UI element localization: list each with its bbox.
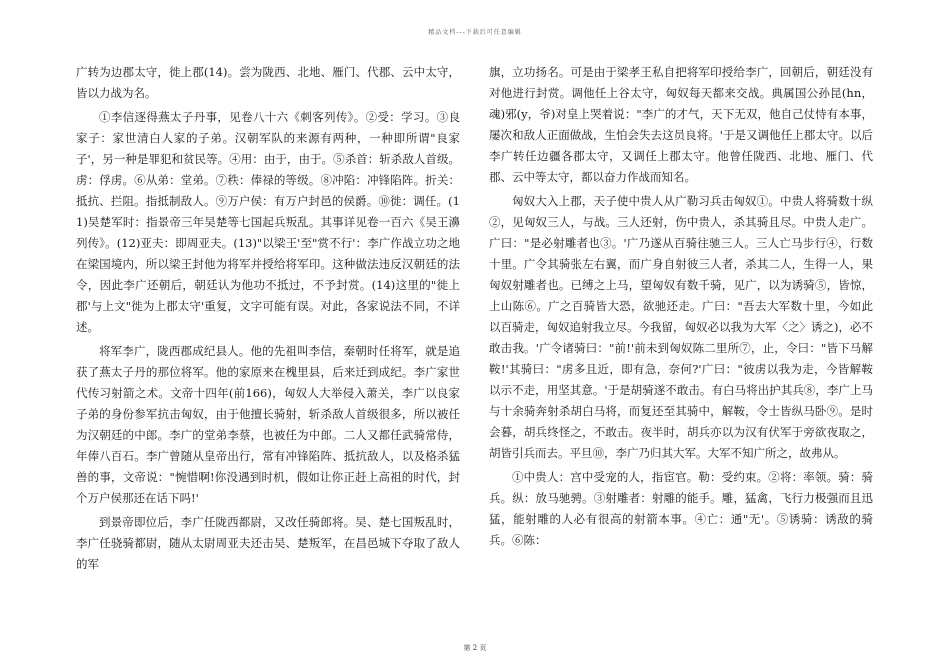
right-column [489, 62, 873, 642]
left-paragraph-2-notes: ①李信逐得燕太子丹事，见卷八十六《刺客列传》。②受：学习。③良家子：家世清白人家的子弟。汉朝军队的来源有两种，一种即所谓"良家子'，另一种是罪犯和贫民等。④用：由于，由于。⑤杀首：斩杀敌人首级。虏：俘虏。⑥从弟：堂弟。⑦秩：俸禄的等级。⑧冲陷：冲锋陷阵。折关：抵抗、拦阻。指抵制敌人。⑨万户侯：有万户封邑的侯爵。⑩徙：调任。(11)吴楚军时：指景帝三年吴楚等七国起兵叛乱。其事详见卷一百六《吴王濞列传》。(12)亚夫：即周亚夫。(13)"以梁王'至"赏不行'：李广作战立功之地在梁国境内，所以梁王封他为将军并授给将军印。这种做法违反汉朝廷的法令，因此李广还朝后，朝廷认为他功不抵过，不予封赏。(14)这里的"徙上郡'与上文"徙为上郡太守'重复，文字可能有误。对此，各家说法不同，不详述。 [76, 110, 460, 334]
right-paragraph-1: 旗，立功扬名。可是由于梁孝王私自把将军印授给李广，回朝后，朝廷没有对他进行封赏。调他任上谷太守，匈奴每天都来交战。典属国公孙昆(hn，魂)邪(y，爷)对皇上哭着说："李广的才气，天下无双，他自己仗恃有本事，屡次和敌人正面做战，生怕会失去这员良将。'于是又调他任上郡太守。以后李广转任边疆各郡太守，又调任上郡太守。他曾任陇西、北地、雁门、代郡、云中等太守，都以奋力作战而知名。 [489, 65, 873, 184]
page-footer: 第 2 页 [463, 644, 487, 652]
page-header: 精品文档---下载后可任意编辑 [428, 29, 522, 36]
left-paragraph-1: 广转为边郡太守，徙上郡(14)。尝为陇西、北地、雁门、代郡、云中太守，皆以力战为名。 [76, 65, 460, 100]
left-paragraph-4: 到景帝即位后，李广任陇西都尉，又改任骑郎将。吴、楚七国叛乱时，李广任骁骑都尉，随从太尉周亚夫还击吴、楚叛军，在昌邑城下夺取了敌人的军 [76, 515, 460, 571]
left-column [76, 62, 460, 642]
left-paragraph-3: 将军李广，陇西郡成纪县人。他的先祖叫李信，秦朝时任将军，就是追获了燕太子丹的那位将军。他的家原来在槐里县，后来迁到成纪。李广家世代传习射箭之术。文帝十四年(前166)，匈奴人大举侵入萧关，李广以良家子弟的身份参军抗击匈奴，由于他擅长骑射，斩杀敌人首级很多，所以被任为汉朝廷的中郎。李广的堂弟李蔡，也被任为中郎。二人又都任武骑常侍，年俸八百石。李广曾随从皇帝出行，常有冲锋陷阵、抵抗敌人，以及格杀猛兽的事，文帝说："惋惜啊!你没遇到时机，假如让你正赶上高祖的时代，封个万户侯那还在话下吗!' [76, 344, 460, 505]
right-paragraph-3-notes: ①中贵人：宫中受宠的人，指宦官。勒：受约束。②将：率领。骑：骑兵。纵：放马驰骋。③射雕者：射雕的能手。雕，猛禽，飞行力极强而且迅猛，能射雕的人必有很高的射箭本事。④亡：通"无'。⑤诱骑：诱敌的骑兵。⑥陈： [489, 470, 873, 547]
right-paragraph-2: 匈奴大入上郡，天子使中贵人从广勒习兵击匈奴①。中贵人将骑数十纵②，见匈奴三人，与战。三人还射，伤中贵人，杀其骑且尽。中贵人走广。广曰："是必射雕者也③。'广乃遂从百骑往驰三人。三人亡马步行④，行数十里。广令其骑张左右翼，而广身自射彼三人者，杀其二人，生得一人，果匈奴射雕者也。已缚之上马，望匈奴有数千骑，见广，以为诱骑⑤，皆惊，上山陈⑥。广之百骑皆大恐，欲驰还走。广曰："吾去大军数十里，今如此以百骑走，匈奴追射我立尽。今我留，匈奴必以我为大军〈之〉诱之)，必不敢击我。'广令诸骑曰："前!'前未到匈奴陈二里所⑦，止，令曰："皆下马解鞍!'其骑曰："虏多且近，即有急，奈何?'广曰："彼虏以我为走，今皆解鞍以示不走，用坚其意。'于是胡骑遂不敢击。有白马将出护其兵⑧，李广上马与十余骑奔射杀胡白马将，而复还至其骑中，解鞍，令士皆纵马卧⑨。是时会暮，胡兵终怪之，不敢击。夜半时，胡兵亦以为汉有伏军于旁欲夜取之，胡皆引兵而去。平旦⑩，李广乃归其大军。大军不知广所之，故弗从。 [489, 194, 873, 460]
